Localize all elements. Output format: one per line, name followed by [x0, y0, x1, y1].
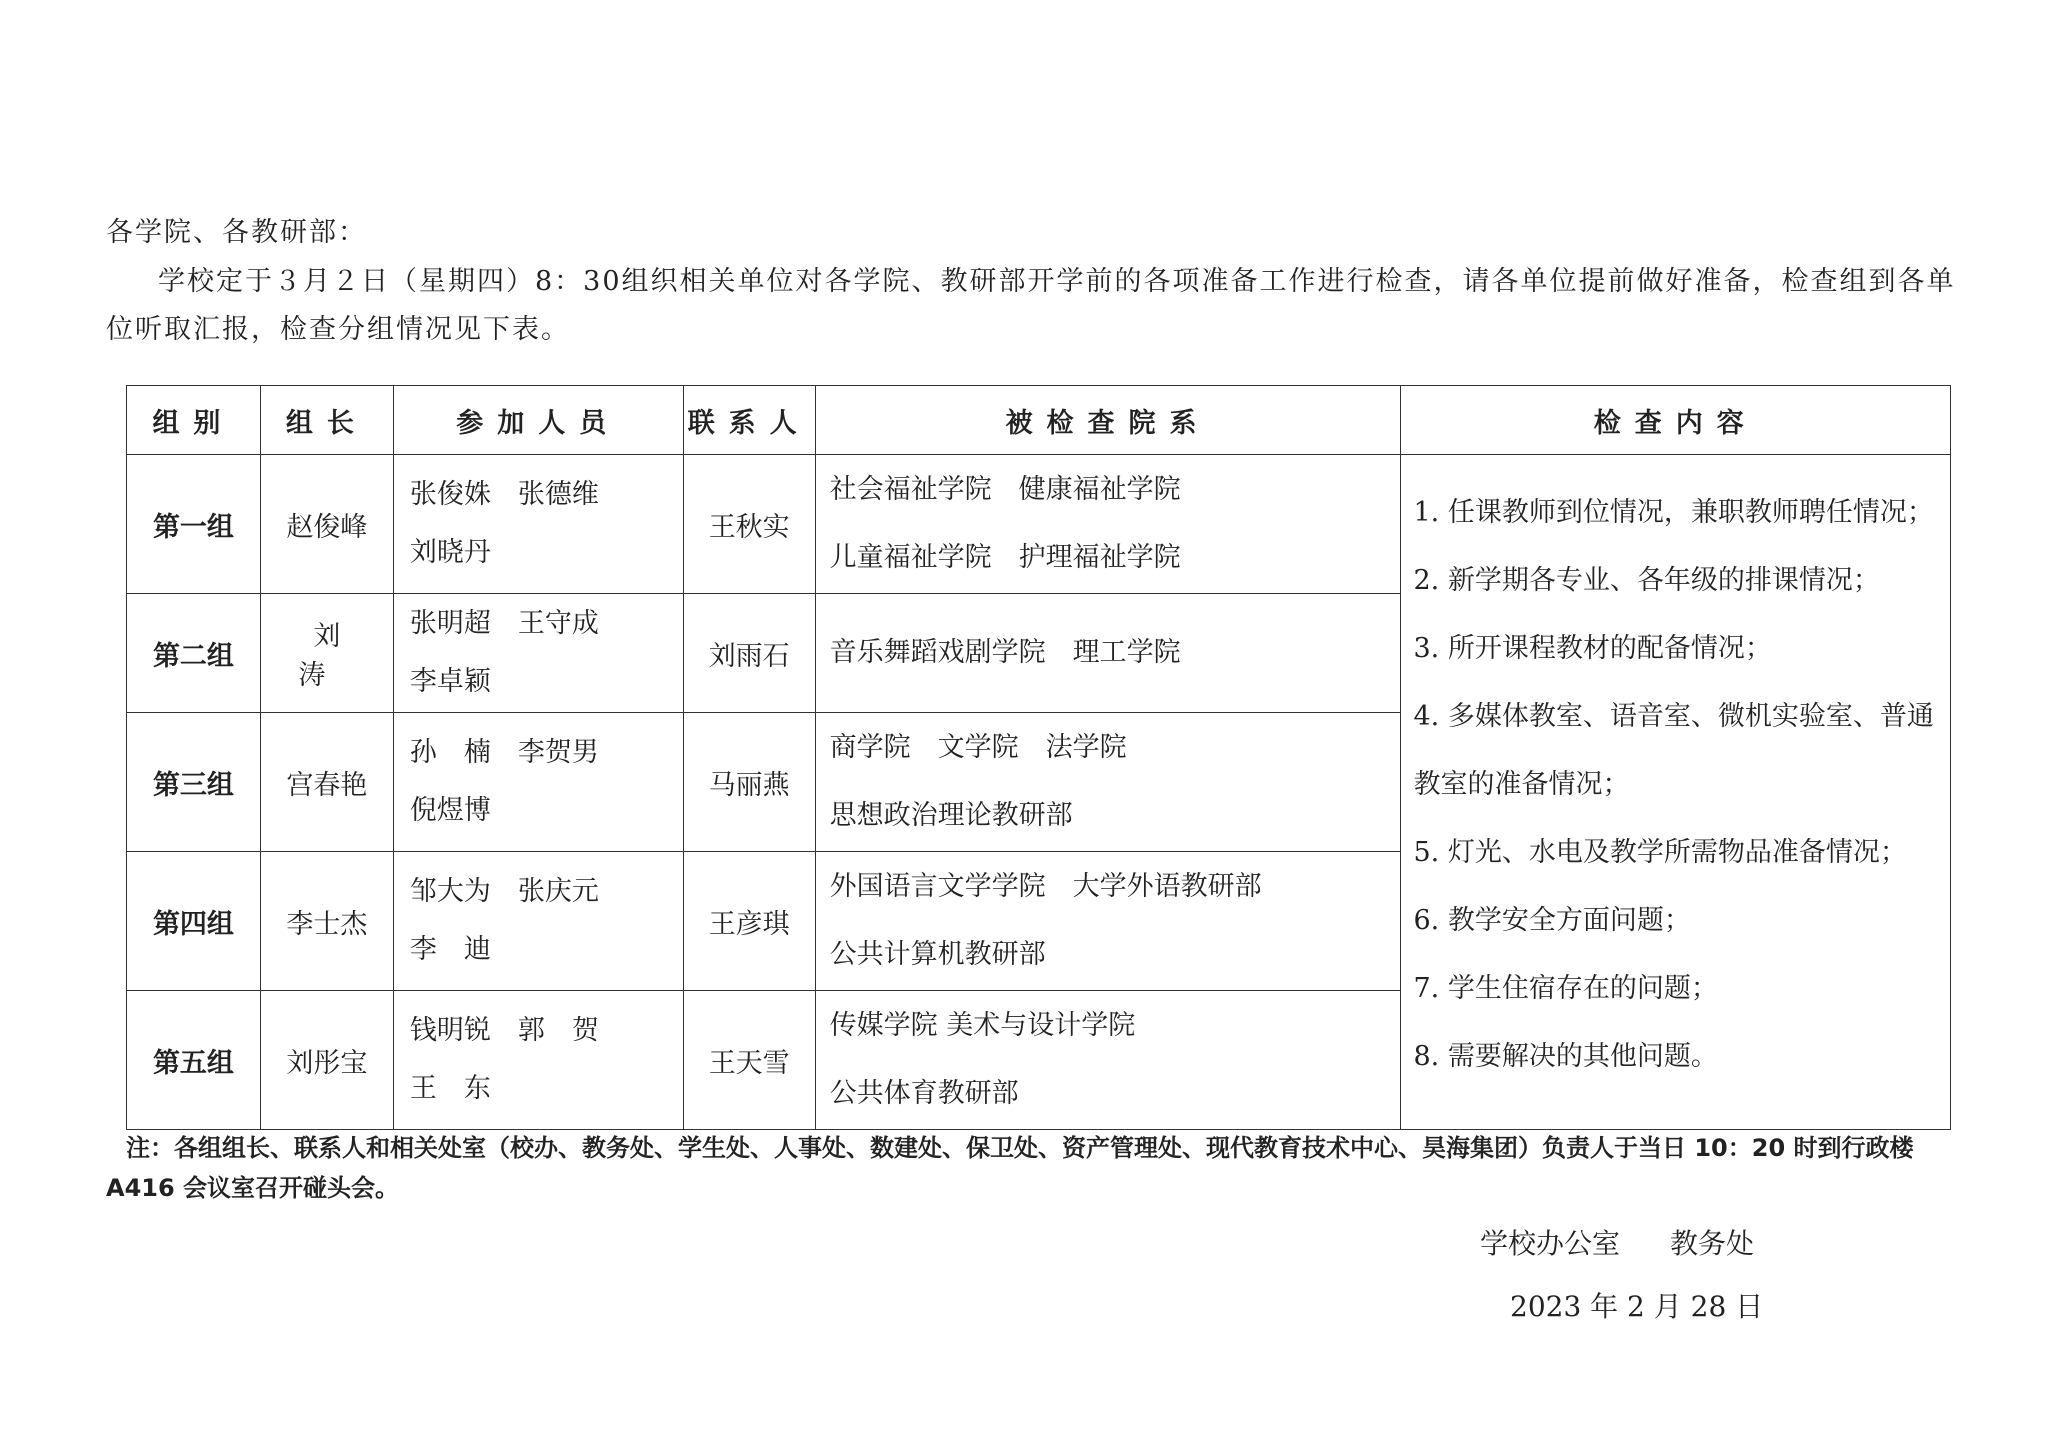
unit-line: 传媒学院 美术与设计学院	[829, 1010, 1136, 1041]
content-item: 6. 教学安全方面问题；	[1413, 905, 1691, 936]
unit-line: 思想政治理论教研部	[829, 800, 1073, 831]
unit-line: 社会福祉学院 健康福祉学院	[829, 474, 1181, 505]
content-item: 7. 学生住宿存在的问题；	[1413, 973, 1718, 1004]
leader-cell: 李士杰	[260, 852, 393, 991]
table-header-row	[127, 386, 1951, 455]
units-cell	[815, 594, 1401, 713]
leader-cell: 宫春艳	[260, 713, 393, 852]
contact-cell: 马丽燕	[683, 713, 815, 852]
signature	[1480, 1222, 1754, 1262]
content-item: 8. 需要解决的其他问题。	[1413, 1041, 1718, 1072]
unit-line: 商学院 文学院 法学院	[829, 732, 1127, 763]
leader-cell: 赵俊峰	[260, 455, 393, 594]
table-row	[127, 455, 1951, 594]
members-cell	[393, 852, 683, 991]
member-line: 张明超 王守成	[409, 608, 599, 639]
leader-cell: 刘彤宝	[260, 991, 393, 1130]
unit-line: 音乐舞蹈戏剧学院 理工学院	[829, 637, 1181, 668]
member-line: 孙 楠 李贺男	[409, 737, 599, 768]
member-line: 钱明锐 郭 贺	[409, 1015, 599, 1046]
contact-cell: 刘雨石	[683, 594, 815, 713]
header-leader: 组长	[260, 386, 393, 455]
issue-date: 2023 年 2 月 28 日	[1510, 1290, 1764, 1323]
header-content: 检查内容	[1401, 386, 1951, 455]
member-line: 李 迪	[409, 934, 491, 965]
unit-line: 公共体育教研部	[829, 1078, 1019, 1109]
unit-line: 公共计算机教研部	[829, 939, 1046, 970]
group-cell: 第三组	[127, 713, 261, 852]
signature-dept: 教务处	[1670, 1227, 1755, 1260]
group-cell: 第四组	[127, 852, 261, 991]
members-cell	[393, 991, 683, 1130]
header-members: 参加人员	[393, 386, 683, 455]
member-line: 王 东	[409, 1073, 491, 1104]
member-line: 刘晓丹	[409, 537, 491, 568]
members-cell	[393, 455, 683, 594]
salutation: 各学院、各教研部：	[106, 217, 367, 248]
member-line: 倪煜博	[409, 795, 491, 826]
member-line: 张俊姝 张德维	[409, 479, 599, 510]
content-item: 4. 多媒体教室、语音室、微机实验室、普通教室的准备情况；	[1413, 701, 1934, 800]
contact-cell: 王彦琪	[683, 852, 815, 991]
group-cell: 第二组	[127, 594, 261, 713]
member-line: 邹大为 张庆元	[409, 876, 599, 907]
content-item: 5. 灯光、水电及教学所需物品准备情况；	[1413, 837, 1907, 868]
header-units: 被检查院系	[815, 386, 1401, 455]
units-cell	[815, 991, 1401, 1130]
group-cell: 第一组	[127, 455, 261, 594]
group-cell: 第五组	[127, 991, 261, 1130]
note: 注：各组组长、联系人和相关处室（校办、教务处、学生处、人事处、数建处、保卫处、资产管理处、现代教育技术中心、昊海集团）负责人于当日 10：20 时到行政楼 A416 会议室召开碰头会。	[106, 1134, 1914, 1202]
units-cell	[815, 852, 1401, 991]
unit-line: 儿童福祉学院 护理福祉学院	[829, 542, 1181, 573]
unit-line: 外国语言文学学院 大学外语教研部	[829, 871, 1262, 902]
inspection-schedule-table	[126, 385, 1951, 1130]
content-item: 3. 所开课程教材的配备情况；	[1413, 633, 1772, 664]
header-contact: 联系人	[683, 386, 815, 455]
contact-cell: 王天雪	[683, 991, 815, 1130]
units-cell	[815, 455, 1401, 594]
member-line: 李卓颖	[409, 666, 491, 697]
contact-cell: 王秋实	[683, 455, 815, 594]
content-item: 2. 新学期各专业、各年级的排课情况；	[1413, 565, 1880, 596]
inspection-content-cell	[1401, 455, 1951, 1130]
content-item: 1. 任课教师到位情况，兼职教师聘任情况；	[1413, 497, 1934, 528]
members-cell	[393, 594, 683, 713]
leader-cell: 刘涛	[260, 594, 393, 713]
notice-paragraph: 学校定于３月２日（星期四）8：30组织相关单位对各学院、教研部开学前的各项准备工作进行检查，请各单位提前做好准备，检查组到各单位听取汇报，检查分组情况见下表。	[106, 266, 1956, 345]
members-cell	[393, 713, 683, 852]
units-cell	[815, 713, 1401, 852]
signature-office: 学校办公室	[1480, 1227, 1621, 1260]
header-group: 组别	[127, 386, 261, 455]
